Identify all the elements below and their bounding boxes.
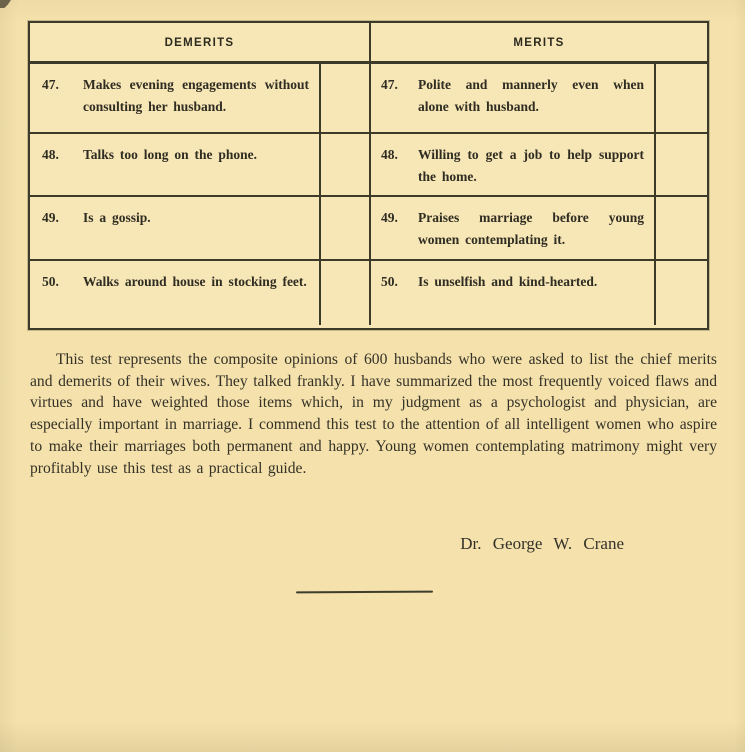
merit-score-box [654, 197, 707, 259]
footer-divider-rule [296, 591, 433, 594]
table-header-row [30, 23, 707, 64]
merit-cell [371, 64, 654, 132]
merit-text: Willing to get a job to help support the home. [418, 147, 644, 184]
demerit-number: 47. [42, 77, 59, 92]
demerit-text: Walks around house in stocking feet. [83, 274, 307, 289]
demerit-cell [30, 134, 319, 195]
merits-column-header: MERITS [513, 37, 565, 49]
demerit-cell [30, 261, 319, 325]
closing-paragraph: This test represents the composite opinions of 600 husbands who were asked to list the chief merits and demerits of their wives. They talked frankly. I have summarized the most frequently voiced flaws and virtues and have weighted those items which, in my judgment as a psychologist and physician, are especially important in marriage. I commend this test to the attention of all intelligent women who aspire to make their marriages both permanent and happy. Young women contemplating matrimony might very profitably use this test as a practical guide. [30, 351, 717, 477]
demerits-column-header: DEMERITS [30, 23, 371, 61]
merits-demerits-table [28, 21, 709, 330]
table-row-49 [30, 197, 707, 261]
merit-score-box [654, 134, 707, 195]
table-row-50 [30, 261, 707, 325]
demerit-text: Makes evening engagements without consulting her husband. [83, 77, 309, 114]
demerit-cell [30, 197, 319, 259]
merit-number: 48. [381, 147, 398, 162]
demerit-number: 49. [42, 210, 59, 225]
table-row-48 [30, 134, 707, 197]
merit-text: Polite and mannerly even when alone with husband. [418, 77, 644, 114]
scan-artifact-corner-mark [0, 0, 11, 8]
demerit-score-box [319, 197, 371, 259]
merit-cell [371, 197, 654, 259]
author-signature: Dr. George W. Crane [460, 534, 624, 553]
demerit-number: 50. [42, 274, 59, 289]
table-row-47 [30, 64, 707, 134]
demerit-text: Talks too long on the phone. [83, 147, 258, 162]
merit-number: 47. [381, 77, 398, 92]
demerit-score-box [319, 134, 371, 195]
merit-cell [371, 261, 654, 325]
merit-text: Praises marriage before young women contemplating it. [418, 210, 644, 247]
demerit-cell [30, 64, 319, 132]
merit-score-box [654, 64, 707, 132]
merit-score-box [654, 261, 707, 325]
merit-text: Is unselfish and kind-hearted. [418, 274, 598, 289]
demerit-score-box [319, 261, 371, 325]
demerit-text: Is a gossip. [83, 210, 151, 225]
merit-cell [371, 134, 654, 195]
demerit-number: 48. [42, 147, 59, 162]
demerit-score-box [319, 64, 371, 132]
merit-number: 49. [381, 210, 398, 225]
merit-number: 50. [381, 274, 398, 289]
